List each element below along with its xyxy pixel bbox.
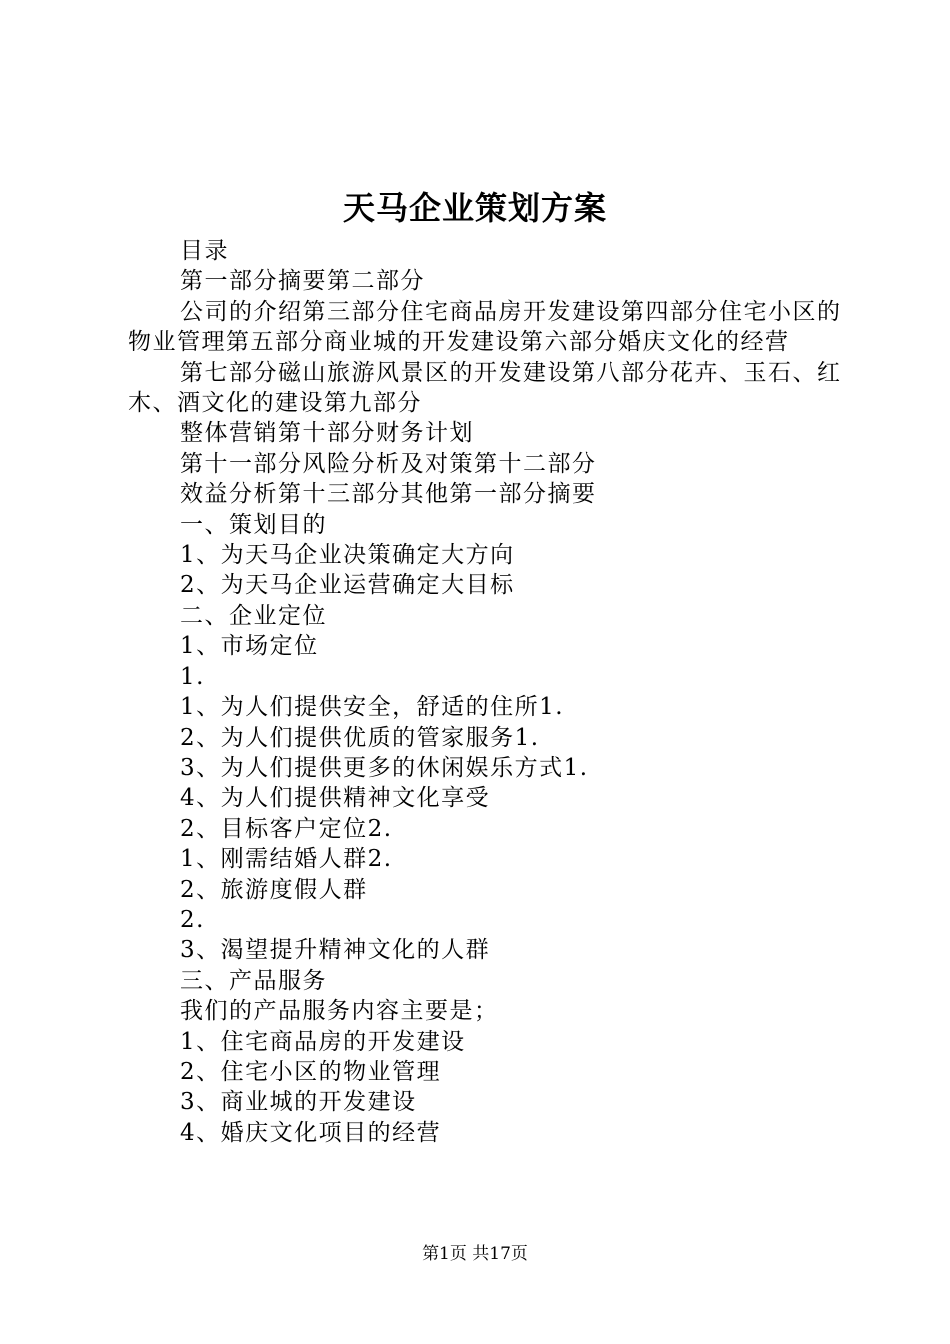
paragraph: 一、策划目的 bbox=[180, 511, 327, 538]
paragraph: 二、企业定位 bbox=[180, 602, 327, 629]
paragraph: 1、刚需结婚人群2. bbox=[180, 846, 393, 873]
paragraph: 3、渴望提升精神文化的人群 bbox=[180, 937, 491, 964]
paragraph: 2、为人们提供优质的管家服务1. bbox=[180, 724, 540, 751]
paragraph: 4、婚庆文化项目的经营 bbox=[180, 1119, 442, 1146]
paragraph: 我们的产品服务内容主要是； bbox=[180, 998, 499, 1025]
paragraph: 1、为天马企业决策确定大方向 bbox=[180, 542, 515, 569]
paragraph: 2. bbox=[180, 906, 205, 933]
paragraph: 第一部分摘要第二部分 bbox=[180, 268, 425, 295]
paragraph: 2、为天马企业运营确定大目标 bbox=[180, 572, 515, 599]
paragraph: 目录 bbox=[180, 238, 229, 264]
paragraph: 1、市场定位 bbox=[180, 633, 319, 660]
paragraph: 2、旅游度假人群 bbox=[180, 876, 368, 903]
paragraph: 1、为人们提供安全，舒适的住所1. bbox=[180, 694, 565, 721]
paragraph: 2、住宅小区的物业管理 bbox=[180, 1058, 442, 1085]
paragraph: 3、商业城的开发建设 bbox=[180, 1089, 417, 1116]
paragraph: 第七部分磁山旅游风景区的开发建设第八部分花卉、玉石、红木、酒文化的建设第九部分 bbox=[128, 359, 842, 417]
paragraph: 整体营销第十部分财务计划 bbox=[180, 420, 474, 447]
paragraph: 三、产品服务 bbox=[180, 967, 327, 994]
paragraph: 1、住宅商品房的开发建设 bbox=[180, 1028, 466, 1055]
paragraph: 4、为人们提供精神文化享受 bbox=[180, 785, 491, 812]
paragraph: 3、为人们提供更多的休闲娱乐方式1. bbox=[180, 754, 589, 781]
paragraph: 1. bbox=[180, 663, 205, 690]
paragraph: 第十一部分风险分析及对策第十二部分 bbox=[180, 450, 597, 477]
document-body bbox=[128, 236, 848, 1148]
paragraph: 效益分析第十三部分其他第一部分摘要 bbox=[180, 481, 597, 508]
page-footer: 第1页 共17页 bbox=[422, 1244, 528, 1264]
paragraph: 公司的介绍第三部分住宅商品房开发建设第四部分住宅小区的物业管理第五部分商业城的开发建设第六部分婚庆文化的经营 bbox=[128, 298, 842, 356]
paragraph: 2、目标客户定位2. bbox=[180, 815, 393, 842]
document-title: 天马企业策划方案 bbox=[342, 189, 607, 227]
